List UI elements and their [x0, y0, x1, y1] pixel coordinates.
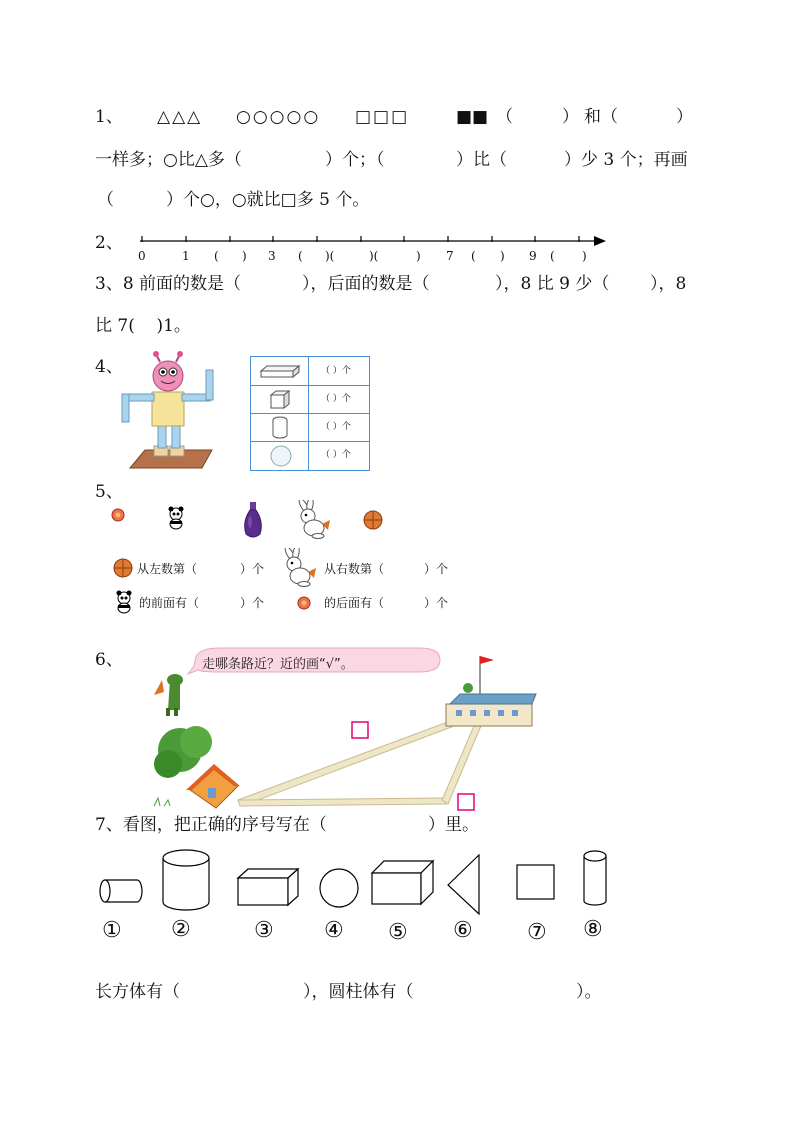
shape-label: ⑧	[583, 917, 603, 942]
triangle-shape	[448, 855, 479, 914]
panda-icon	[165, 506, 187, 530]
upper-route-checkbox[interactable]	[352, 722, 368, 738]
sphere-icon	[269, 444, 293, 468]
q3-line2: 比 7( )1。	[95, 316, 191, 336]
q1-text-2a: 一样多；○比△多（	[95, 150, 242, 170]
thin-cylinder-shape	[584, 851, 606, 905]
q1-text-3a: （	[97, 190, 114, 210]
lower-route-checkbox[interactable]	[458, 794, 474, 810]
q3-text-1a: 3、8 前面的数是（	[95, 274, 242, 294]
q1-text-3b: ）个○，○就比□多 5 个。	[166, 190, 370, 210]
rabbit-icon	[292, 500, 336, 540]
tick-label: )(	[325, 249, 335, 263]
q1-blank-close: ）	[562, 107, 579, 127]
q1-black-squares: ■■	[456, 107, 489, 127]
tick-label: )(	[369, 249, 379, 263]
q3-text-1b: ），后面的数是（	[302, 274, 430, 294]
q4-number: 4、	[95, 357, 123, 377]
q1-text-2d: ）少 3 个；再画	[564, 150, 688, 170]
tick-label: 7	[446, 249, 454, 263]
q3-text-1d: ），8	[650, 274, 687, 294]
q1-triangles: △△△	[157, 107, 203, 127]
q1-text-2c: ）比（	[456, 150, 507, 170]
q1-circles: ○○○○○	[236, 107, 321, 127]
tick-label: (	[550, 249, 555, 263]
square-shape	[517, 865, 554, 899]
tick-label: (	[298, 249, 303, 263]
q3-text-1c: ），8 比 9 少（	[495, 274, 610, 294]
q5-front-text: 的前面有（	[139, 596, 200, 610]
panda-icon	[113, 590, 135, 614]
tick-label: 0	[138, 249, 146, 263]
q5-number: 5、	[95, 482, 123, 502]
q7-answer-c: ）。	[576, 982, 602, 1002]
circle-shape	[320, 869, 358, 907]
q5-right-count-text: 从右数第（	[324, 562, 385, 576]
basketball-icon	[362, 510, 384, 530]
horizontal-cylinder-shape	[100, 880, 142, 902]
q1-blank-close-2: ）	[676, 107, 693, 127]
q5-back-unit: ）个	[424, 596, 449, 610]
tick-label: 1	[182, 249, 190, 263]
tick-label: )	[242, 249, 247, 263]
cube-icon	[269, 389, 291, 411]
q5-left-count-unit: ）个	[240, 562, 265, 576]
q1-number: 1、	[95, 107, 123, 127]
tick-label: 9	[529, 249, 537, 263]
q7-title-end: ）里。	[428, 815, 479, 835]
q2-number: 2、	[95, 233, 123, 253]
rabbit-icon	[278, 548, 322, 588]
vase-icon	[240, 500, 266, 540]
table-row-count: （ ）个	[321, 394, 351, 404]
flower-icon	[110, 508, 126, 522]
flower-icon	[296, 596, 312, 610]
shape-label: ②	[171, 917, 191, 942]
q7-answer-a: 长方体有（	[95, 982, 180, 1002]
shape-label: ⑤	[388, 920, 408, 945]
q5-right-count-unit: ）个	[424, 562, 449, 576]
shape-label: ①	[102, 918, 122, 943]
cuboid-shape	[372, 861, 433, 904]
cylinder-icon	[271, 416, 289, 440]
q1-squares: □□□	[355, 107, 410, 127]
large-cylinder-shape	[163, 850, 209, 910]
q5-back-text: 的后面有（	[324, 596, 385, 610]
table-row-count: （ ）个	[321, 422, 351, 432]
tick-label: 3	[268, 249, 276, 263]
robot-illustration	[120, 350, 220, 475]
shape-label: ⑥	[453, 918, 473, 943]
q5-front-unit: ）个	[240, 596, 265, 610]
shape-label: ③	[254, 918, 274, 943]
shape-count-table	[250, 356, 370, 471]
q6-number: 6、	[95, 650, 123, 670]
flat-box-icon	[259, 363, 301, 381]
flat-cuboid-shape	[238, 869, 298, 905]
shape-label: ④	[324, 918, 344, 943]
q7-shapes	[95, 846, 625, 918]
tick-label: )	[416, 249, 421, 263]
tick-label: (	[214, 249, 219, 263]
tick-label: )	[582, 249, 587, 263]
q7-title: 7、看图，把正确的序号写在（	[95, 815, 327, 835]
shape-label: ⑦	[527, 920, 547, 945]
q1-blank-open: （	[496, 107, 513, 127]
q7-answer-b: ），圆柱体有（	[303, 982, 414, 1002]
q1-text-2b: ）个；（	[325, 150, 385, 170]
tick-label: (	[471, 249, 476, 263]
q6-speech-bubble: 走哪条路近？近的画“√”。	[202, 657, 354, 672]
table-row-count: （ ）个	[321, 366, 351, 376]
basketball-icon	[112, 558, 134, 578]
table-row-count: （ ）个	[321, 450, 351, 460]
tick-label: )	[500, 249, 505, 263]
q1-and: 和（	[584, 107, 618, 127]
q5-left-count-text: 从左数第（	[137, 562, 198, 576]
